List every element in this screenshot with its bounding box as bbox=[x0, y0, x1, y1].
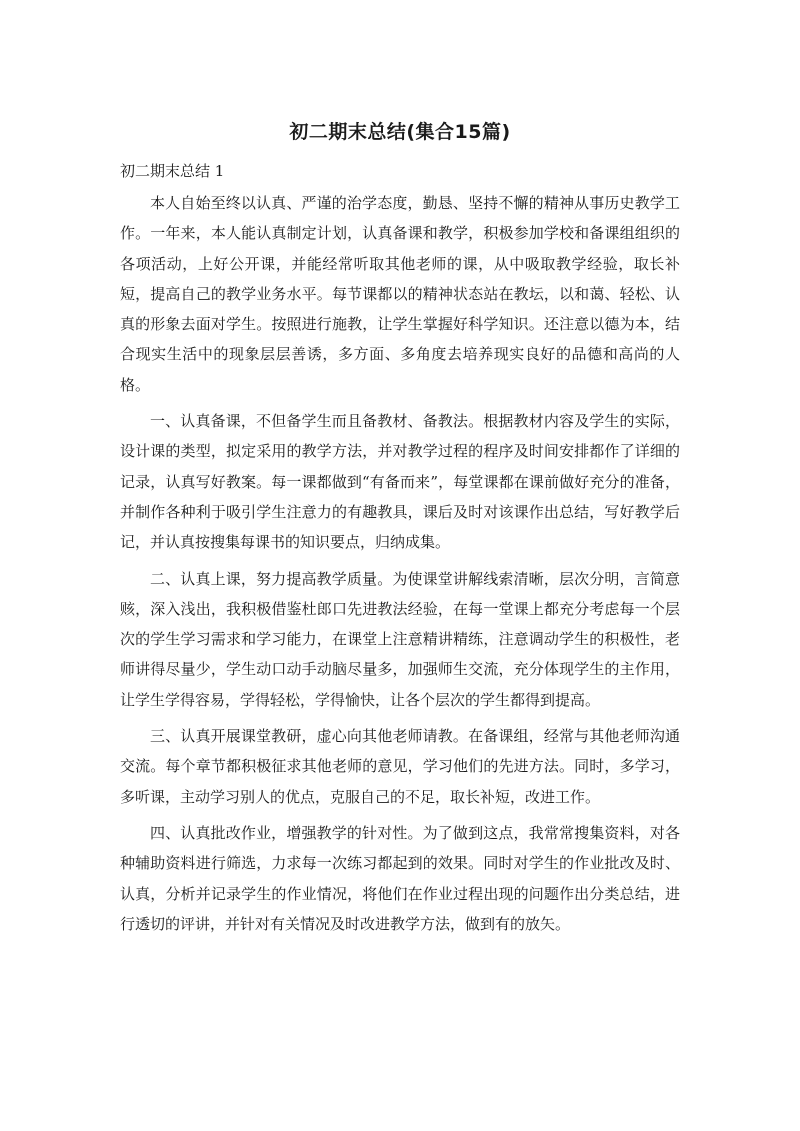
paragraph-teaching-quality: 二、认真上课，努力提高教学质量。为使课堂讲解线索清晰，层次分明，言简意赅，深入浅出，我积极借鉴杜郎口先进教法经验，在每一堂课上都充分考虑每一个层次的学生学习需求和学习能力，在课堂上注意精讲精练，注意调动学生的积极性，老师讲得尽量少，学生动口动手动脑尽量多，加强师生交流，充分体现学生的主作用，让学生学得容易，学得轻松，学得愉快，让各个层次的学生都得到提高。 bbox=[120, 569, 680, 709]
paragraph-teaching-research: 三、认真开展课堂教研，虚心向其他老师请教。在备课组，经常与其他老师沟通交流。每个章节都积极征求其他老师的意见，学习他们的先进方法。同时，多学习，多听课，主动学习别人的优点，克服自己的不足，取长补短，改进工作。 bbox=[120, 727, 680, 806]
paragraph-lesson-preparation: 一、认真备课，不但备学生而且备教材、备教法。根据教材内容及学生的实际，设计课的类型，拟定采用的教学方法，并对教学过程的程序及时间安排都作了详细的记录，认真写好教案。每一课都做到“有备而来”，每堂课都在课前做好充分的准备，并制作各种利于吸引学生注意力的有趣教具，课后及时对该课作出总结，写好教学后记，并认真按搜集每课书的知识要点，归纳成集。 bbox=[120, 412, 680, 552]
document-page bbox=[120, 118, 680, 945]
paragraph-homework-correction: 四、认真批改作业，增强教学的针对性。为了做到这点，我常常搜集资料，对各种辅助资料进行筛选，力求每一次练习都起到的效果。同时对学生的作业批改及时、认真，分析并记录学生的作业情况，将他们在作业过程出现的问题作出分类总结，进行透切的评讲，并针对有关情况及时改进教学方法，做到有的放矢。 bbox=[120, 823, 680, 933]
paragraph-intro: 本人自始至终以认真、严谨的治学态度，勤恳、坚持不懈的精神从事历史教学工作。一年来，本人能认真制定计划，认真备课和教学，积极参加学校和备课组组织的各项活动，上好公开课，并能经常听取其他老师的课，从中吸取教学经验，取长补短，提高自己的教学业务水平。每节课都以的精神状态站在教坛，以和蔼、轻松、认真的形象去面对学生。按照进行施教，让学生掌握好科学知识。还注意以德为本，结合现实生活中的现象层层善诱，多方面、多角度去培养现实良好的品德和高尚的人格。 bbox=[120, 194, 680, 394]
section-heading: 初二期末总结 1 bbox=[120, 162, 225, 180]
document-title: 初二期末总结(集合15篇) bbox=[289, 121, 511, 143]
